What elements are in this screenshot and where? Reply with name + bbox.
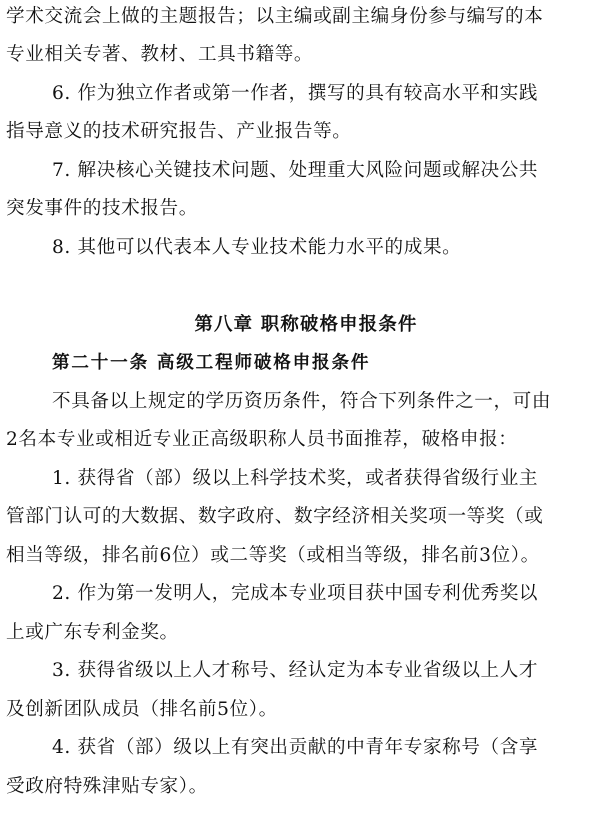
text-line-12: 1. 获得省（部）级以上科学技术奖，或者获得省级行业主 xyxy=(52,468,539,489)
text-line-6: 突发事件的技术报告。 xyxy=(6,198,198,219)
text-line-20: 受政府特殊津贴专家）。 xyxy=(6,776,208,797)
text-line-13: 管部门认可的大数据、数字政府、数字经济相关奖项一等奖（或 xyxy=(6,506,544,527)
chapter-heading: 第八章 职称破格申报条件 xyxy=(194,314,418,335)
text-line-16: 上或广东专利金奖。 xyxy=(6,622,179,643)
article-heading: 第二十一条 高级工程师破格申报条件 xyxy=(52,353,371,373)
text-line-1: 学术交流会上做的主题报告；以主编或副主编身份参与编写的本 xyxy=(6,6,544,27)
text-line-14: 相当等级，排名前6位）或二等奖（或相当等级，排名前3位）。 xyxy=(6,545,540,566)
text-line-7: 8. 其他可以代表本人专业技术能力水平的成果。 xyxy=(52,237,462,258)
text-line-10: 不具备以上规定的学历资历条件，符合下列条件之一，可由 xyxy=(52,391,552,412)
text-line-4: 指导意义的技术研究报告、产业报告等。 xyxy=(6,121,352,142)
text-line-11: 2名本专业或相近专业正高级职称人员书面推荐，破格申报： xyxy=(6,429,518,450)
text-line-15: 2. 作为第一发明人，完成本专业项目获中国专利优秀奖以 xyxy=(52,583,539,604)
text-line-19: 4. 获省（部）级以上有突出贡献的中青年专家称号（含享 xyxy=(52,737,539,758)
text-line-3: 6. 作为独立作者或第一作者，撰写的具有较高水平和实践 xyxy=(52,83,539,104)
text-line-2: 专业相关专著、教材、工具书籍等。 xyxy=(6,44,314,65)
text-line-18: 及创新团队成员（排名前5位）。 xyxy=(6,699,278,720)
text-line-17: 3. 获得省级以上人才称号、经认定为本专业省级以上人才 xyxy=(52,660,539,681)
text-line-5: 7. 解决核心关键技术问题、处理重大风险问题或解决公共 xyxy=(52,160,539,181)
